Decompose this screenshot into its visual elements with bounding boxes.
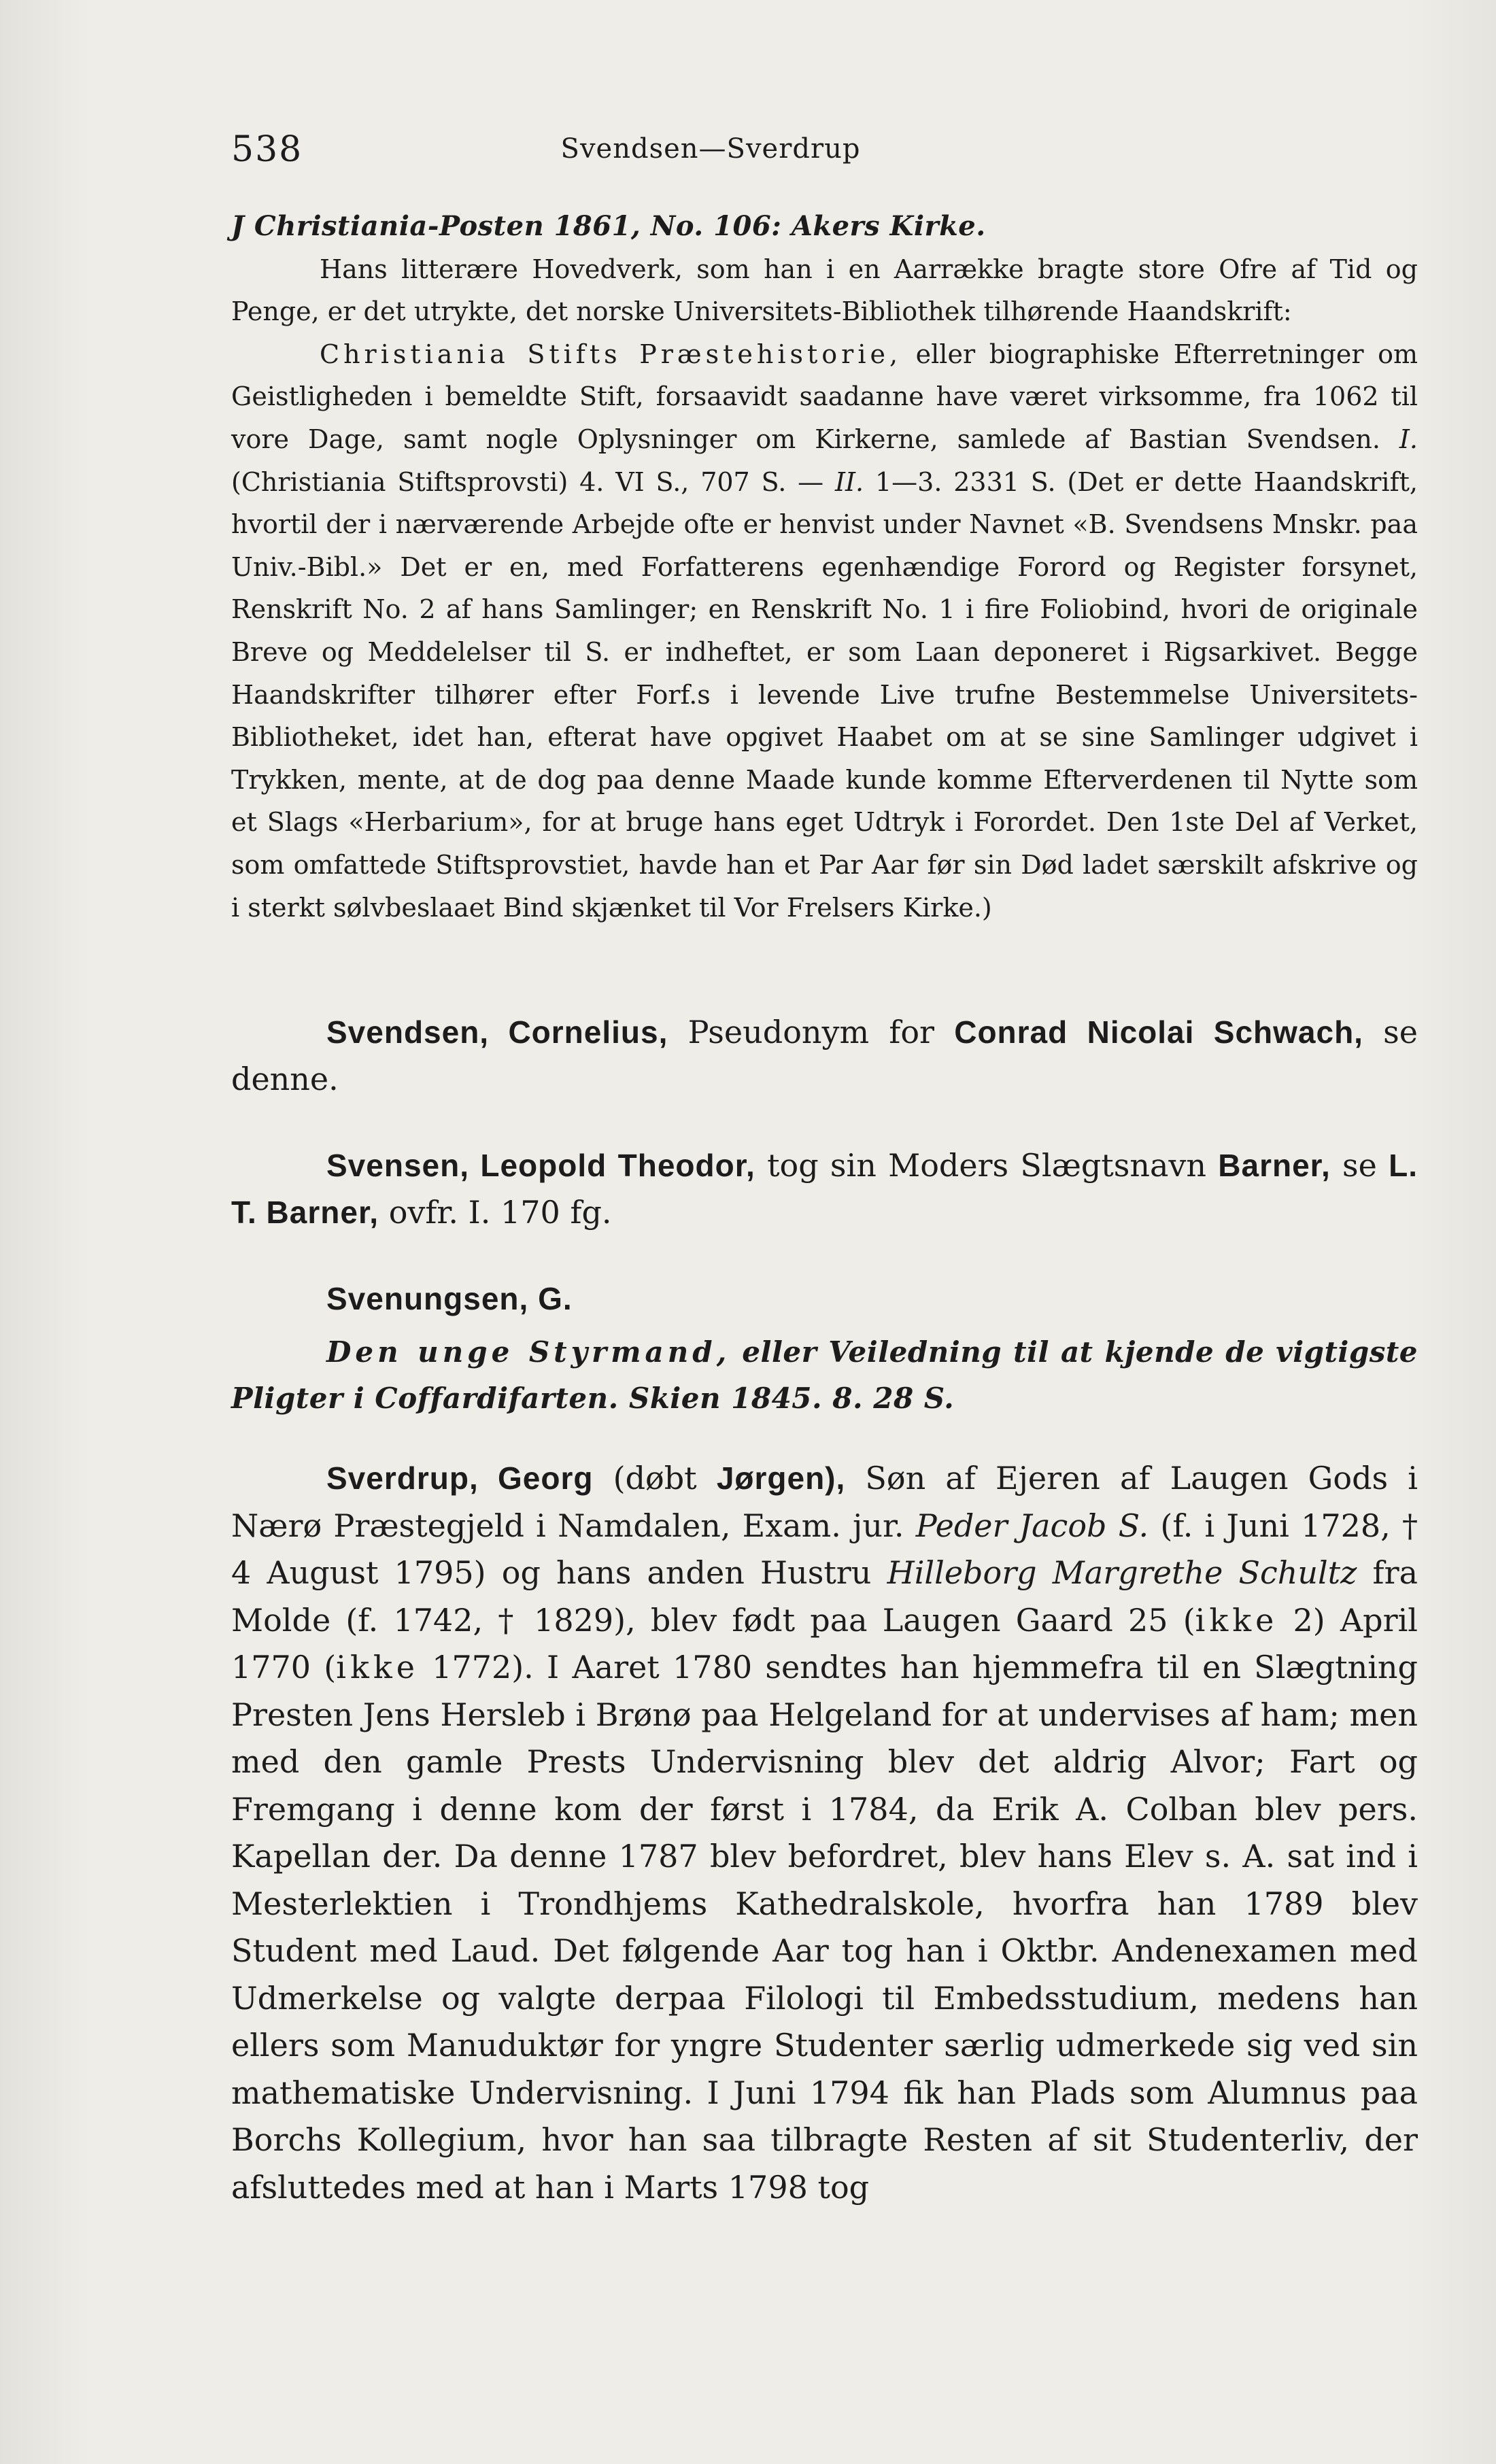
entry-text: tog sin Moders Slægtsnavn xyxy=(755,1147,1219,1184)
volume-one: I. xyxy=(1399,424,1418,454)
cross-reference: Conrad Nicolai Schwach, xyxy=(954,1014,1363,1050)
entry-text: fra Molde (f. 1742, † 1829), blev født paa Laugen Gaard 25 ( xyxy=(231,1554,1418,1639)
manuscript-title: Christiania Stifts Præstehistorie, xyxy=(320,339,902,369)
manuscript-description xyxy=(231,333,1418,929)
entry-headword: Svensen, Leopold Theodor, xyxy=(326,1148,755,1183)
paragraph-intro: Hans litterære Hovedverk, som han i en Aarrække bragte store Ofre af Tid og Penge, er det utrykte, det norske Universitets-Bibliothek tilhørende Haandskrift: xyxy=(231,254,1418,327)
entry-text: ovfr. I. 170 fg. xyxy=(379,1194,612,1231)
page-number: 538 xyxy=(231,129,303,170)
entry-text: (f. i Juni 1728, † 4 August 1795) og hans anden Hustru xyxy=(231,1507,1418,1591)
entry-text: se xyxy=(1330,1147,1389,1184)
ikke-emphasis: ikke xyxy=(336,1649,419,1686)
mother-name: Hilleborg Margrethe Schultz xyxy=(887,1554,1357,1591)
father-name: Peder Jacob S. xyxy=(915,1507,1149,1544)
entry-paragraph xyxy=(231,1009,1418,1103)
manuscript-text-3: 1—3. 2331 S. (Det er dette Haandskrift, hvortil der i nærværende Arbejde ofte er henvist under Navnet «B. Svendsens Mnskr. paa Univ.-Bibl.» Det er en, med Forfatterens egenhændige Forord og Register forsynet, Renskrift No. 2 af hans Samlinger; en Renskrift No. 1 i fire Foliobind, hvori de originale Breve og Meddelelser til S. er indheftet, er som Laan deponeret i Rigsarkivet. Begge Haandskrifter tilhører efter Forf.s i levende Live trufne Bestemmelse Universitets-Bibliotheket, idet han, efterat have opgivet Haabet om at se sine Samlinger udgivet i Trykken, mente, at de dog paa denne Maade kunde komme Efterverdenen til Nytte som et Slags «Herbarium», for at bruge hans eget Udtryk i Forordet. Den 1ste Del af Verket, som omfattede Stiftsprovstiet, havde han et Par Aar før sin Død ladet særskilt afskrive og i sterkt sølvbeslaaet Bind skjænket til Vor Frelsers Kirke.) xyxy=(231,466,1418,923)
running-head: Svendsen—Sverdrup xyxy=(560,133,861,165)
source-reference: J Christiania-Posten 1861, No. 106: Akers Kirke. xyxy=(231,210,986,242)
page-header xyxy=(231,129,1428,184)
entry-svendsen-bastian-continued xyxy=(231,205,1418,929)
entry-text: Pseudonym for xyxy=(668,1014,955,1050)
manuscript-text-1: eller biographiske Efterretninger om Geistligheden i bemeldte Stift, forsaavidt saadanne have været virksomme, fra 1062 til vore Dage, samt nogle Oplysninger om Kirkerne, samlede af Bastian Svendsen. xyxy=(231,339,1418,454)
work-title-spaced: Den unge Styrmand, xyxy=(326,1335,731,1369)
entry-paragraph xyxy=(231,248,1418,333)
entry-headword: Svenungsen, G. xyxy=(326,1281,573,1316)
entry-text: se denne. xyxy=(231,1014,1418,1097)
volume-two: II. xyxy=(835,466,864,497)
entry-text: 2) April 1770 ( xyxy=(231,1601,1418,1686)
cross-reference: L. T. Barner, xyxy=(231,1148,1418,1230)
entry-headword: Sverdrup, Georg xyxy=(326,1460,594,1496)
entry-sverdrup-georg xyxy=(231,1455,1418,2211)
entry-headword: Svendsen, Cornelius, xyxy=(326,1014,668,1050)
entry-text: (døbt xyxy=(593,1460,717,1496)
entry-paragraph xyxy=(231,1142,1418,1236)
work-title xyxy=(231,1329,1418,1422)
entry-svenungsen xyxy=(231,1276,1418,1422)
entry-svensen-leopold xyxy=(231,1142,1418,1236)
entry-text: Søn af Ejeren af Laugen Gods i Nærø Præstegjeld i Namdalen, Exam. jur. xyxy=(231,1460,1418,1544)
work-title-rest: eller Veiledning til at kjende de vigtigste Pligter i Coffardifarten. Skien 1845. 8. 28 S. xyxy=(231,1335,1418,1415)
entry-text: 1772). I Aaret 1780 sendtes han hjemmefra til en Slægtning Presten Jens Hersleb i Brønø paa Helgeland for at undervises af ham; men med den gamle Prests Undervisning blev det aldrig Alvor; Fart og Fremgang i denne kom der først i 1784, da Erik A. Colban blev pers. Kapellan der. Da denne 1787 blev befordret, blev hans Elev s. A. sat ind i Mesterlektien i Trondhjems Kathedralskole, hvorfra han 1789 blev Student med Laud. Det følgende Aar tog han i Oktbr. Andenexamen med Udmerkelse og valgte derpaa Filologi til Embedsstudium, medens han ellers som Manuduktør for yngre Studenter særlig udmerkede sig ved sin mathematiske Undervisning. I Juni 1794 fik han Plads som Alumnus paa Borchs Kollegium, hvor han saa tilbragte Resten af sit Studenterliv, der afsluttedes med at han i Marts 1798 tog xyxy=(231,1649,1418,2206)
cross-reference: Barner, xyxy=(1218,1148,1331,1183)
baptismal-name: Jørgen), xyxy=(716,1460,846,1496)
entry-svendsen-cornelius xyxy=(231,1009,1418,1103)
ikke-emphasis: ikke xyxy=(1195,1601,1278,1639)
manuscript-text-2: (Christiania Stiftsprovsti) 4. VI S., 707 S. — xyxy=(231,466,836,497)
entry-paragraph xyxy=(231,1455,1418,2211)
